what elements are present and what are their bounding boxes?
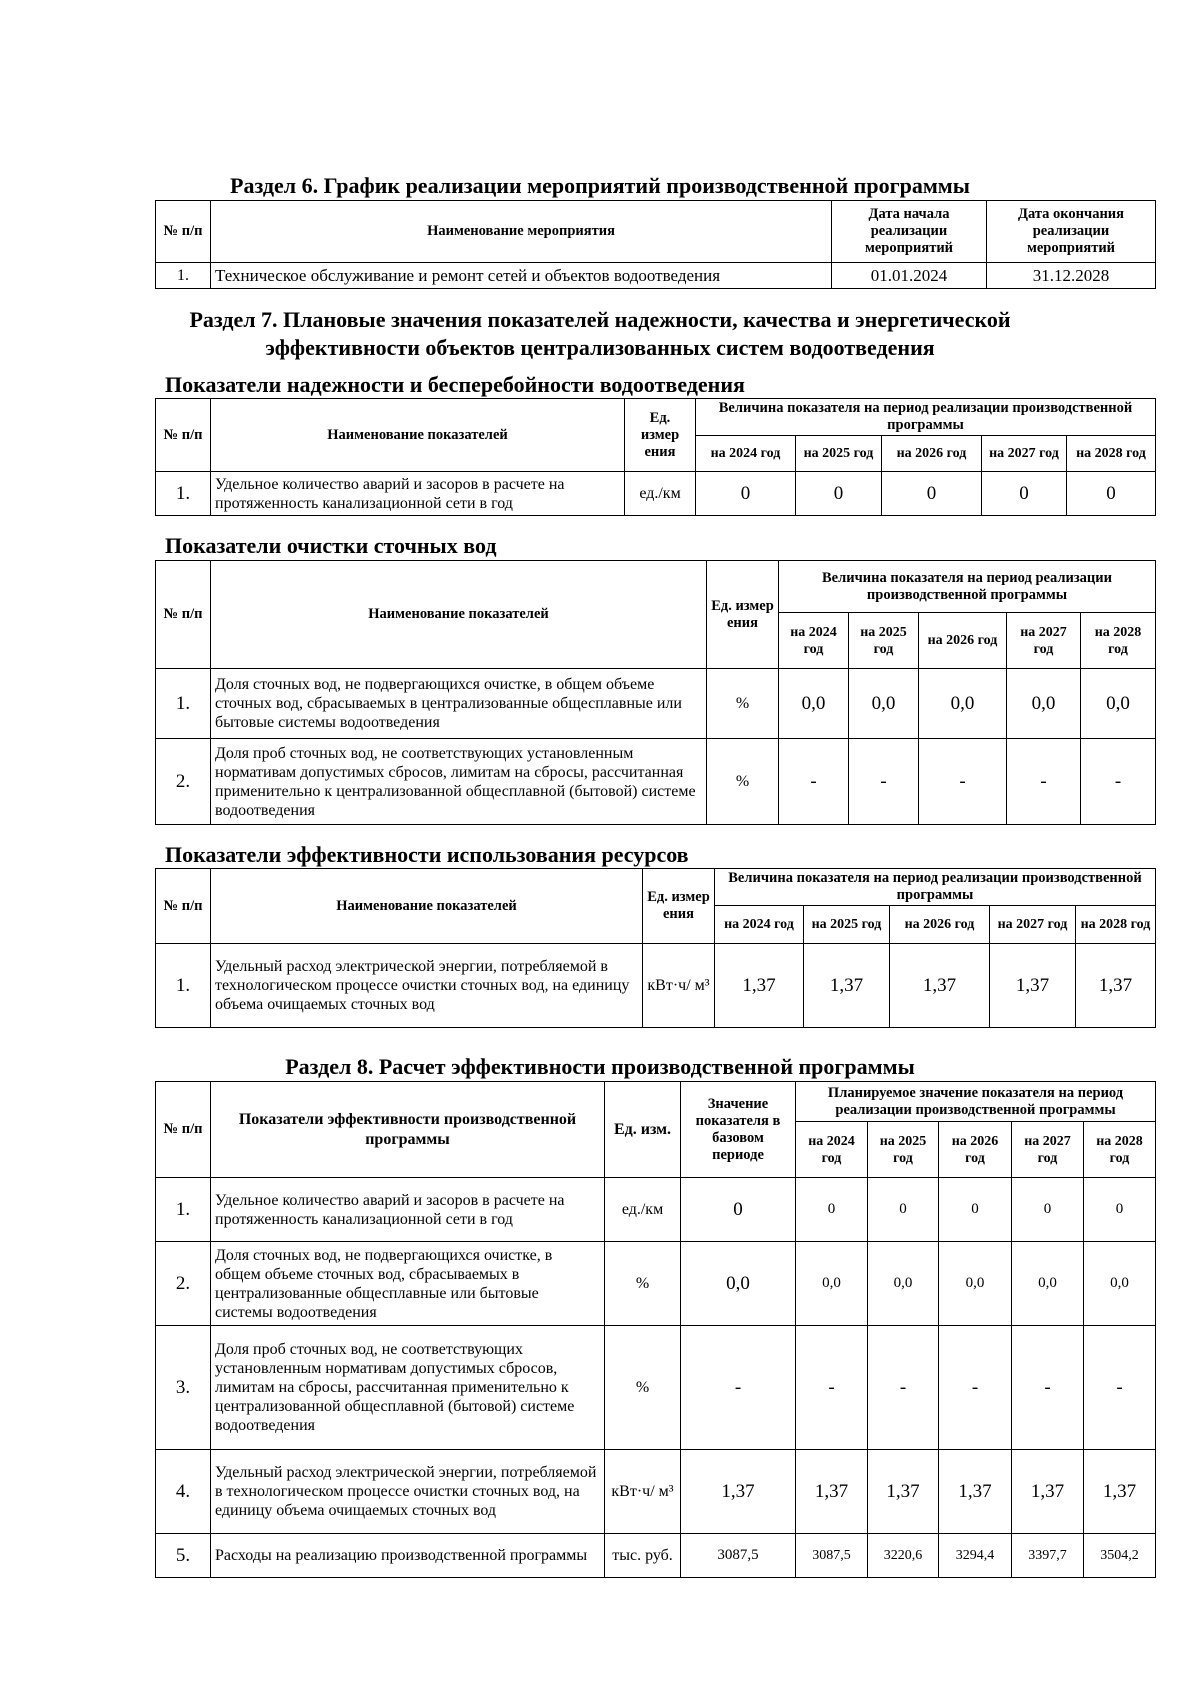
row-name: Доля сточных вод, не подвергающихся очистке, в общем объеме сточных вод, сбрасываемых в централизованные общесплавные или бытовые системы водоотведения bbox=[211, 1242, 605, 1326]
table-row bbox=[156, 472, 1156, 516]
header-num: № п/п bbox=[156, 1082, 211, 1178]
header-num: № п/п bbox=[156, 869, 211, 944]
row-num: 5. bbox=[156, 1534, 211, 1578]
row-value: 3220,6 bbox=[868, 1534, 939, 1578]
row-value: 0,0 bbox=[1081, 669, 1156, 739]
row-num: 2. bbox=[156, 739, 211, 825]
row-unit: тыс. руб. bbox=[605, 1534, 681, 1578]
section-7-title-line-1: Раздел 7. Плановые значения показателей надежности, качества и энергетической bbox=[189, 307, 1011, 332]
row-value: 1,37 bbox=[804, 944, 890, 1028]
row-value: 1,37 bbox=[868, 1450, 939, 1534]
row-num: 4. bbox=[156, 1450, 211, 1534]
row-value: 1,37 bbox=[715, 944, 804, 1028]
row-unit: % bbox=[605, 1326, 681, 1450]
row-unit: ед./км bbox=[625, 472, 696, 516]
row-base: 1,37 bbox=[681, 1450, 796, 1534]
row-value: 0 bbox=[696, 472, 796, 516]
header-year: на 2027 год bbox=[990, 906, 1076, 944]
row-value: 1,37 bbox=[990, 944, 1076, 1028]
resources-subtitle: Показатели эффективности использования ресурсов bbox=[165, 842, 689, 867]
header-value: Величина показателя на период реализации производственной программы bbox=[715, 869, 1156, 906]
header-plan: Планируемое значение показателя на период реализации производственной программы bbox=[796, 1082, 1156, 1122]
header-year: на 2026 год bbox=[939, 1122, 1012, 1178]
row-name: Доля сточных вод, не подвергающихся очистке, в общем объеме сточных вод, сбрасываемых в централизованные общесплавные или бытовые системы водоотведения bbox=[211, 669, 707, 739]
header-unit: Ед. изм. bbox=[605, 1082, 681, 1178]
row-value: 1,37 bbox=[890, 944, 990, 1028]
section-8-table bbox=[155, 1081, 1156, 1578]
row-value: 3397,7 bbox=[1012, 1534, 1084, 1578]
row-value: - bbox=[1084, 1326, 1156, 1450]
header-value: Величина показателя на период реализации производственной программы bbox=[696, 399, 1156, 436]
row-unit: % bbox=[707, 669, 779, 739]
row-value: 0,0 bbox=[1012, 1242, 1084, 1326]
row-value: 1,37 bbox=[796, 1450, 868, 1534]
row-value: 0 bbox=[882, 472, 982, 516]
treatment-table bbox=[155, 560, 1156, 825]
table-row bbox=[156, 1178, 1156, 1242]
header-year: на 2025 год bbox=[849, 613, 919, 669]
header-year: на 2024 год bbox=[715, 906, 804, 944]
row-value: - bbox=[868, 1326, 939, 1450]
header-year: на 2027 год bbox=[1007, 613, 1081, 669]
reliability-table bbox=[155, 398, 1156, 516]
row-value: 3294,4 bbox=[939, 1534, 1012, 1578]
header-name: Наименование мероприятия bbox=[211, 201, 832, 263]
table-row bbox=[156, 1450, 1156, 1534]
section-6-table bbox=[155, 200, 1156, 289]
header-unit: Ед. измер ения bbox=[707, 561, 779, 669]
row-end: 31.12.2028 bbox=[987, 263, 1156, 289]
row-value: 1,37 bbox=[1084, 1450, 1156, 1534]
row-num: 1. bbox=[156, 944, 211, 1028]
row-name: Доля проб сточных вод, не соответствующих установленным нормативам допустимых сбросов, лимитам на сбросы, рассчитанная применительно к централизованной общесплавной (бытовой) системе водоотведения bbox=[211, 739, 707, 825]
table-row bbox=[156, 669, 1156, 739]
reliability-subtitle: Показатели надежности и бесперебойности водоотведения bbox=[165, 372, 745, 397]
row-value: 0,0 bbox=[1007, 669, 1081, 739]
header-year: на 2025 год bbox=[804, 906, 890, 944]
row-value: - bbox=[1012, 1326, 1084, 1450]
header-year: на 2024 год bbox=[796, 1122, 868, 1178]
row-value: 1,37 bbox=[1012, 1450, 1084, 1534]
header-year: на 2025 год bbox=[796, 436, 882, 472]
table-row bbox=[156, 1326, 1156, 1450]
header-year: на 2027 год bbox=[1012, 1122, 1084, 1178]
row-base: - bbox=[681, 1326, 796, 1450]
row-base: 3087,5 bbox=[681, 1534, 796, 1578]
row-value: - bbox=[796, 1326, 868, 1450]
table-row bbox=[156, 739, 1156, 825]
row-base: 0,0 bbox=[681, 1242, 796, 1326]
row-start: 01.01.2024 bbox=[832, 263, 987, 289]
header-num: № п/п bbox=[156, 399, 211, 472]
header-end: Дата окончания реализации мероприятий bbox=[987, 201, 1156, 263]
row-value: 0 bbox=[868, 1178, 939, 1242]
header-year: на 2028 год bbox=[1076, 906, 1156, 944]
row-value: - bbox=[779, 739, 849, 825]
resources-table bbox=[155, 868, 1156, 1028]
header-name: Наименование показателей bbox=[211, 399, 625, 472]
section-8-title: Раздел 8. Расчет эффективности производственной программы bbox=[285, 1054, 915, 1079]
row-value: 0 bbox=[939, 1178, 1012, 1242]
row-value: 3504,2 bbox=[1084, 1534, 1156, 1578]
row-num: 1. bbox=[156, 263, 211, 289]
header-year: на 2027 год bbox=[982, 436, 1067, 472]
row-value: 0 bbox=[1084, 1178, 1156, 1242]
header-start: Дата начала реализации мероприятий bbox=[832, 201, 987, 263]
row-num: 1. bbox=[156, 669, 211, 739]
header-year: на 2028 год bbox=[1067, 436, 1156, 472]
header-year: на 2025 год bbox=[868, 1122, 939, 1178]
header-year: на 2024 год bbox=[779, 613, 849, 669]
row-name: Удельное количество аварий и засоров в расчете на протяженность канализационной сети в год bbox=[211, 1178, 605, 1242]
row-value: - bbox=[1081, 739, 1156, 825]
header-name: Показатели эффективности производственной программы bbox=[211, 1082, 605, 1178]
row-value: 0,0 bbox=[868, 1242, 939, 1326]
header-year: на 2028 год bbox=[1084, 1122, 1156, 1178]
row-value: 0,0 bbox=[1084, 1242, 1156, 1326]
row-name: Техническое обслуживание и ремонт сетей и объектов водоотведения bbox=[211, 263, 832, 289]
header-year: на 2028 год bbox=[1081, 613, 1156, 669]
treatment-subtitle: Показатели очистки сточных вод bbox=[165, 533, 497, 558]
row-value: 0 bbox=[796, 1178, 868, 1242]
row-unit: кВт·ч/ м³ bbox=[605, 1450, 681, 1534]
header-base: Значение показателя в базовом периоде bbox=[681, 1082, 796, 1178]
row-value: 0 bbox=[796, 472, 882, 516]
table-row bbox=[156, 944, 1156, 1028]
row-name: Расходы на реализацию производственной программы bbox=[211, 1534, 605, 1578]
row-num: 1. bbox=[156, 472, 211, 516]
table-row bbox=[156, 263, 1156, 289]
row-value: - bbox=[1007, 739, 1081, 825]
header-value: Величина показателя на период реализации производственной программы bbox=[779, 561, 1156, 613]
row-unit: % bbox=[605, 1242, 681, 1326]
row-value: 0 bbox=[1012, 1178, 1084, 1242]
row-value: 0,0 bbox=[779, 669, 849, 739]
header-name: Наименование показателей bbox=[211, 561, 707, 669]
header-unit: Ед. измер ения bbox=[643, 869, 715, 944]
row-value: 0,0 bbox=[939, 1242, 1012, 1326]
section-6-title: Раздел 6. График реализации мероприятий производственной программы bbox=[230, 173, 970, 198]
row-value: 0,0 bbox=[919, 669, 1007, 739]
table-row bbox=[156, 1242, 1156, 1326]
header-year: на 2026 год bbox=[882, 436, 982, 472]
header-unit: Ед. измер ения bbox=[625, 399, 696, 472]
row-num: 2. bbox=[156, 1242, 211, 1326]
header-year: на 2026 год bbox=[919, 613, 1007, 669]
header-num: № п/п bbox=[156, 201, 211, 263]
header-year: на 2026 год bbox=[890, 906, 990, 944]
row-value: 0,0 bbox=[849, 669, 919, 739]
row-unit: % bbox=[707, 739, 779, 825]
row-unit: кВт·ч/ м³ bbox=[643, 944, 715, 1028]
row-name: Доля проб сточных вод, не соответствующих установленным нормативам допустимых сбросов, лимитам на сбросы, рассчитанная применительно к централизованной общесплавной (бытовой) системе водоотведения bbox=[211, 1326, 605, 1450]
header-num: № п/п bbox=[156, 561, 211, 669]
row-value: 1,37 bbox=[939, 1450, 1012, 1534]
row-num: 1. bbox=[156, 1178, 211, 1242]
row-name: Удельный расход электрической энергии, потребляемой в технологическом процессе очистки сточных вод, на единицу объема очищаемых сточных вод bbox=[211, 944, 643, 1028]
header-name: Наименование показателей bbox=[211, 869, 643, 944]
row-base: 0 bbox=[681, 1178, 796, 1242]
row-num: 3. bbox=[156, 1326, 211, 1450]
row-value: 0 bbox=[982, 472, 1067, 516]
table-row bbox=[156, 1534, 1156, 1578]
row-value: 0,0 bbox=[796, 1242, 868, 1326]
section-7-title-line-2: эффективности объектов централизованных систем водоотведения bbox=[265, 335, 935, 360]
header-year: на 2024 год bbox=[696, 436, 796, 472]
row-unit: ед./км bbox=[605, 1178, 681, 1242]
row-value: - bbox=[849, 739, 919, 825]
row-value: 3087,5 bbox=[796, 1534, 868, 1578]
row-value: - bbox=[919, 739, 1007, 825]
row-value: - bbox=[939, 1326, 1012, 1450]
row-value: 0 bbox=[1067, 472, 1156, 516]
row-value: 1,37 bbox=[1076, 944, 1156, 1028]
row-name: Удельный расход электрической энергии, потребляемой в технологическом процессе очистки сточных вод, на единицу объема очищаемых сточных вод bbox=[211, 1450, 605, 1534]
row-name: Удельное количество аварий и засоров в расчете на протяженность канализационной сети в год bbox=[211, 472, 625, 516]
